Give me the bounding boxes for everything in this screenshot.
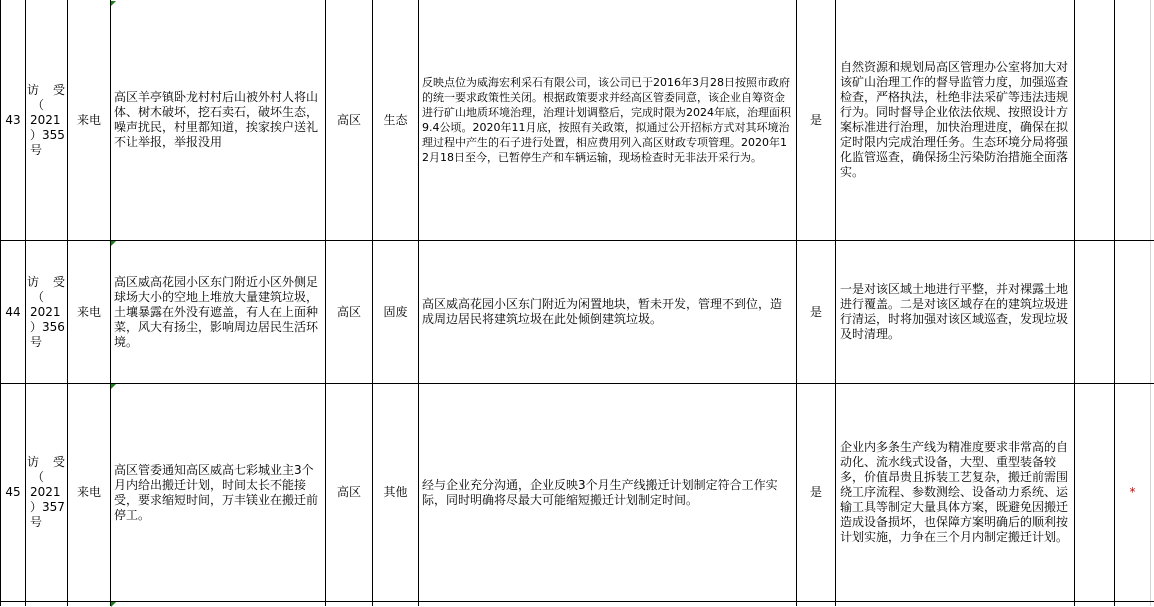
case-id-paren: （ <box>32 97 45 112</box>
findings-cell[interactable] <box>422 0 792 240</box>
table-row-number[interactable] <box>1 0 25 240</box>
category-text: 其他 <box>383 485 408 499</box>
complaint-text: 高区羊亭镇卧龙村村后山被外村人将山体、树木破坏，挖石卖石，破坏生态，噪声扰民，村里都知道，挨家挨户送礼不让举报，举报没用 <box>114 90 319 149</box>
category-text: 固废 <box>383 304 408 319</box>
case-id-cell[interactable] <box>26 0 67 240</box>
complaint-cell[interactable] <box>114 0 322 240</box>
case-id-prefix: 访 受 <box>26 455 66 469</box>
case-id-prefix: 访 受 <box>26 82 66 97</box>
empty-cell[interactable] <box>1075 0 1114 240</box>
measures-cell[interactable] <box>840 0 1070 240</box>
verified-text: 是 <box>809 112 822 127</box>
category-cell[interactable] <box>373 384 418 601</box>
empty-cell[interactable] <box>1075 384 1114 601</box>
verified-text: 是 <box>809 304 822 319</box>
cell-indicator-icon <box>111 602 116 607</box>
area-text: 高区 <box>336 304 361 319</box>
source-text: 来电 <box>76 112 101 127</box>
measures-cell[interactable] <box>840 384 1070 601</box>
case-id-rest: ）355 <box>30 127 65 142</box>
column-gridline <box>1150 0 1151 606</box>
area-text: 高区 <box>336 112 361 127</box>
category-cell[interactable] <box>373 0 418 240</box>
findings-cell[interactable] <box>422 241 792 383</box>
area-text: 高区 <box>336 485 361 499</box>
source-cell[interactable] <box>68 241 110 383</box>
mark-cell[interactable] <box>1115 384 1150 601</box>
mark-cell[interactable] <box>1115 0 1150 240</box>
area-cell[interactable] <box>326 241 372 383</box>
case-id-year: 2021 <box>30 112 61 127</box>
complaint-text: 高区威高花园小区东门附近小区外侧足球场大小的空地上堆放大量建筑垃圾，土壤暴露在外没有遮盖，有人在上面种菜，风大有扬尘，影响周边居民生活环境。 <box>114 274 319 349</box>
area-cell[interactable] <box>326 0 372 240</box>
case-id-rest: ）356 <box>30 319 65 334</box>
row-border <box>0 601 1154 602</box>
table-row-number[interactable] <box>1 384 25 601</box>
case-id-prefix: 访 受 <box>26 274 66 289</box>
case-id-paren: （ <box>32 289 45 304</box>
row-number-text: 43 <box>5 112 21 127</box>
measures-text: 企业内多条生产线为精准度要求非常高的自动化、流水线式设备，大型、重型装备较多，价值昂贵且拆装工艺复杂，搬迁前需围绕工序流程、参数测绘、设备动力系统、运输工具等制定大量具体方案，既避免因搬迁造成设备损坏，也保障方案明确后的顺利按计划实施，力争在三个月内制定搬迁计划。 <box>840 440 1069 544</box>
verified-cell[interactable] <box>797 384 835 601</box>
source-cell[interactable] <box>68 384 110 601</box>
case-id-year: 2021 <box>30 304 61 319</box>
column-border <box>835 0 836 606</box>
measures-cell[interactable] <box>840 241 1070 383</box>
case-id-suffix: 号 <box>30 334 43 349</box>
case-id-year: 2021 <box>30 485 61 499</box>
table-row-number[interactable] <box>1 241 25 383</box>
category-cell[interactable] <box>373 241 418 383</box>
complaint-cell[interactable] <box>114 241 322 383</box>
row-number-text: 44 <box>5 304 21 319</box>
verified-cell[interactable] <box>797 0 835 240</box>
findings-cell[interactable] <box>422 384 792 601</box>
case-id-paren: （ <box>32 470 45 484</box>
verified-cell[interactable] <box>797 241 835 383</box>
source-text: 来电 <box>76 304 101 319</box>
case-id-suffix: 号 <box>30 515 43 529</box>
column-border <box>110 0 111 606</box>
case-id-cell[interactable] <box>26 241 67 383</box>
source-text: 来电 <box>76 485 101 499</box>
mark-text: * <box>1129 485 1136 499</box>
category-text: 生态 <box>383 112 408 127</box>
measures-text: 一是对该区域土地进行平整，并对裸露土地进行覆盖。二是对该区域存在的建筑垃圾进行清运，时将加强对该区域巡查，发现垃圾及时清理。 <box>840 282 1069 341</box>
case-id-cell[interactable] <box>26 384 67 601</box>
case-id-rest: ）357 <box>30 500 65 514</box>
measures-text: 自然资源和规划局高区管理办公室将加大对该矿山治理工作的督导监管力度，加强巡查检查，严格执法，杜绝非法采矿等违法违规行为。同时督导企业依法依规、按照设计方案标准进行治理，加快治理进度，确保在拟定时限内完成治理任务。生态环境分局将强化监管巡查，确保扬尘污染防治措施全面落实。 <box>840 60 1069 179</box>
case-id-suffix: 号 <box>30 142 43 157</box>
mark-cell[interactable] <box>1115 241 1150 383</box>
column-border <box>418 0 419 606</box>
row-number-text: 45 <box>5 485 21 499</box>
source-cell[interactable] <box>68 0 110 240</box>
complaint-text: 高区管委通知高区威高七彩城业主3个月内给出搬迁计划，时间太长不能接受，要求缩短时间，万丰镁业在搬迁前停工。 <box>114 462 319 522</box>
verified-text: 是 <box>809 485 822 499</box>
findings-text: 经与企业充分沟通，企业反映3个月生产线搬迁计划制定符合工作实际，同时明确将尽最大可能缩短搬迁计划制定时间。 <box>422 477 778 507</box>
area-cell[interactable] <box>326 384 372 601</box>
complaint-cell[interactable] <box>114 384 322 601</box>
findings-text: 反映点位为威海宏利采石有限公司，该公司已于2016年3月28日按照市政府的统一要求政策性关闭。根据政策要求并经高区管委同意，该企业自筹资金进行矿山地质环境治理，治理计划调整后，完成时限为2024年底，治理面积9.4公顷。2020年11月底，按照有关政策，拟通过公开招标方式对其环境治理过程中产生的石子进行处置，相应费用列入高区财政专项管理。2020年12月18日至今，已暂停生产和车辆运输，现场检查时无非法开采行为。 <box>422 76 791 164</box>
empty-cell[interactable] <box>1075 241 1114 383</box>
findings-text: 高区威高花园小区东门附近为闲置地块，暂未开发，管理不到位，造成周边居民将建筑垃圾在此处倾倒建筑垃圾。 <box>422 297 783 326</box>
